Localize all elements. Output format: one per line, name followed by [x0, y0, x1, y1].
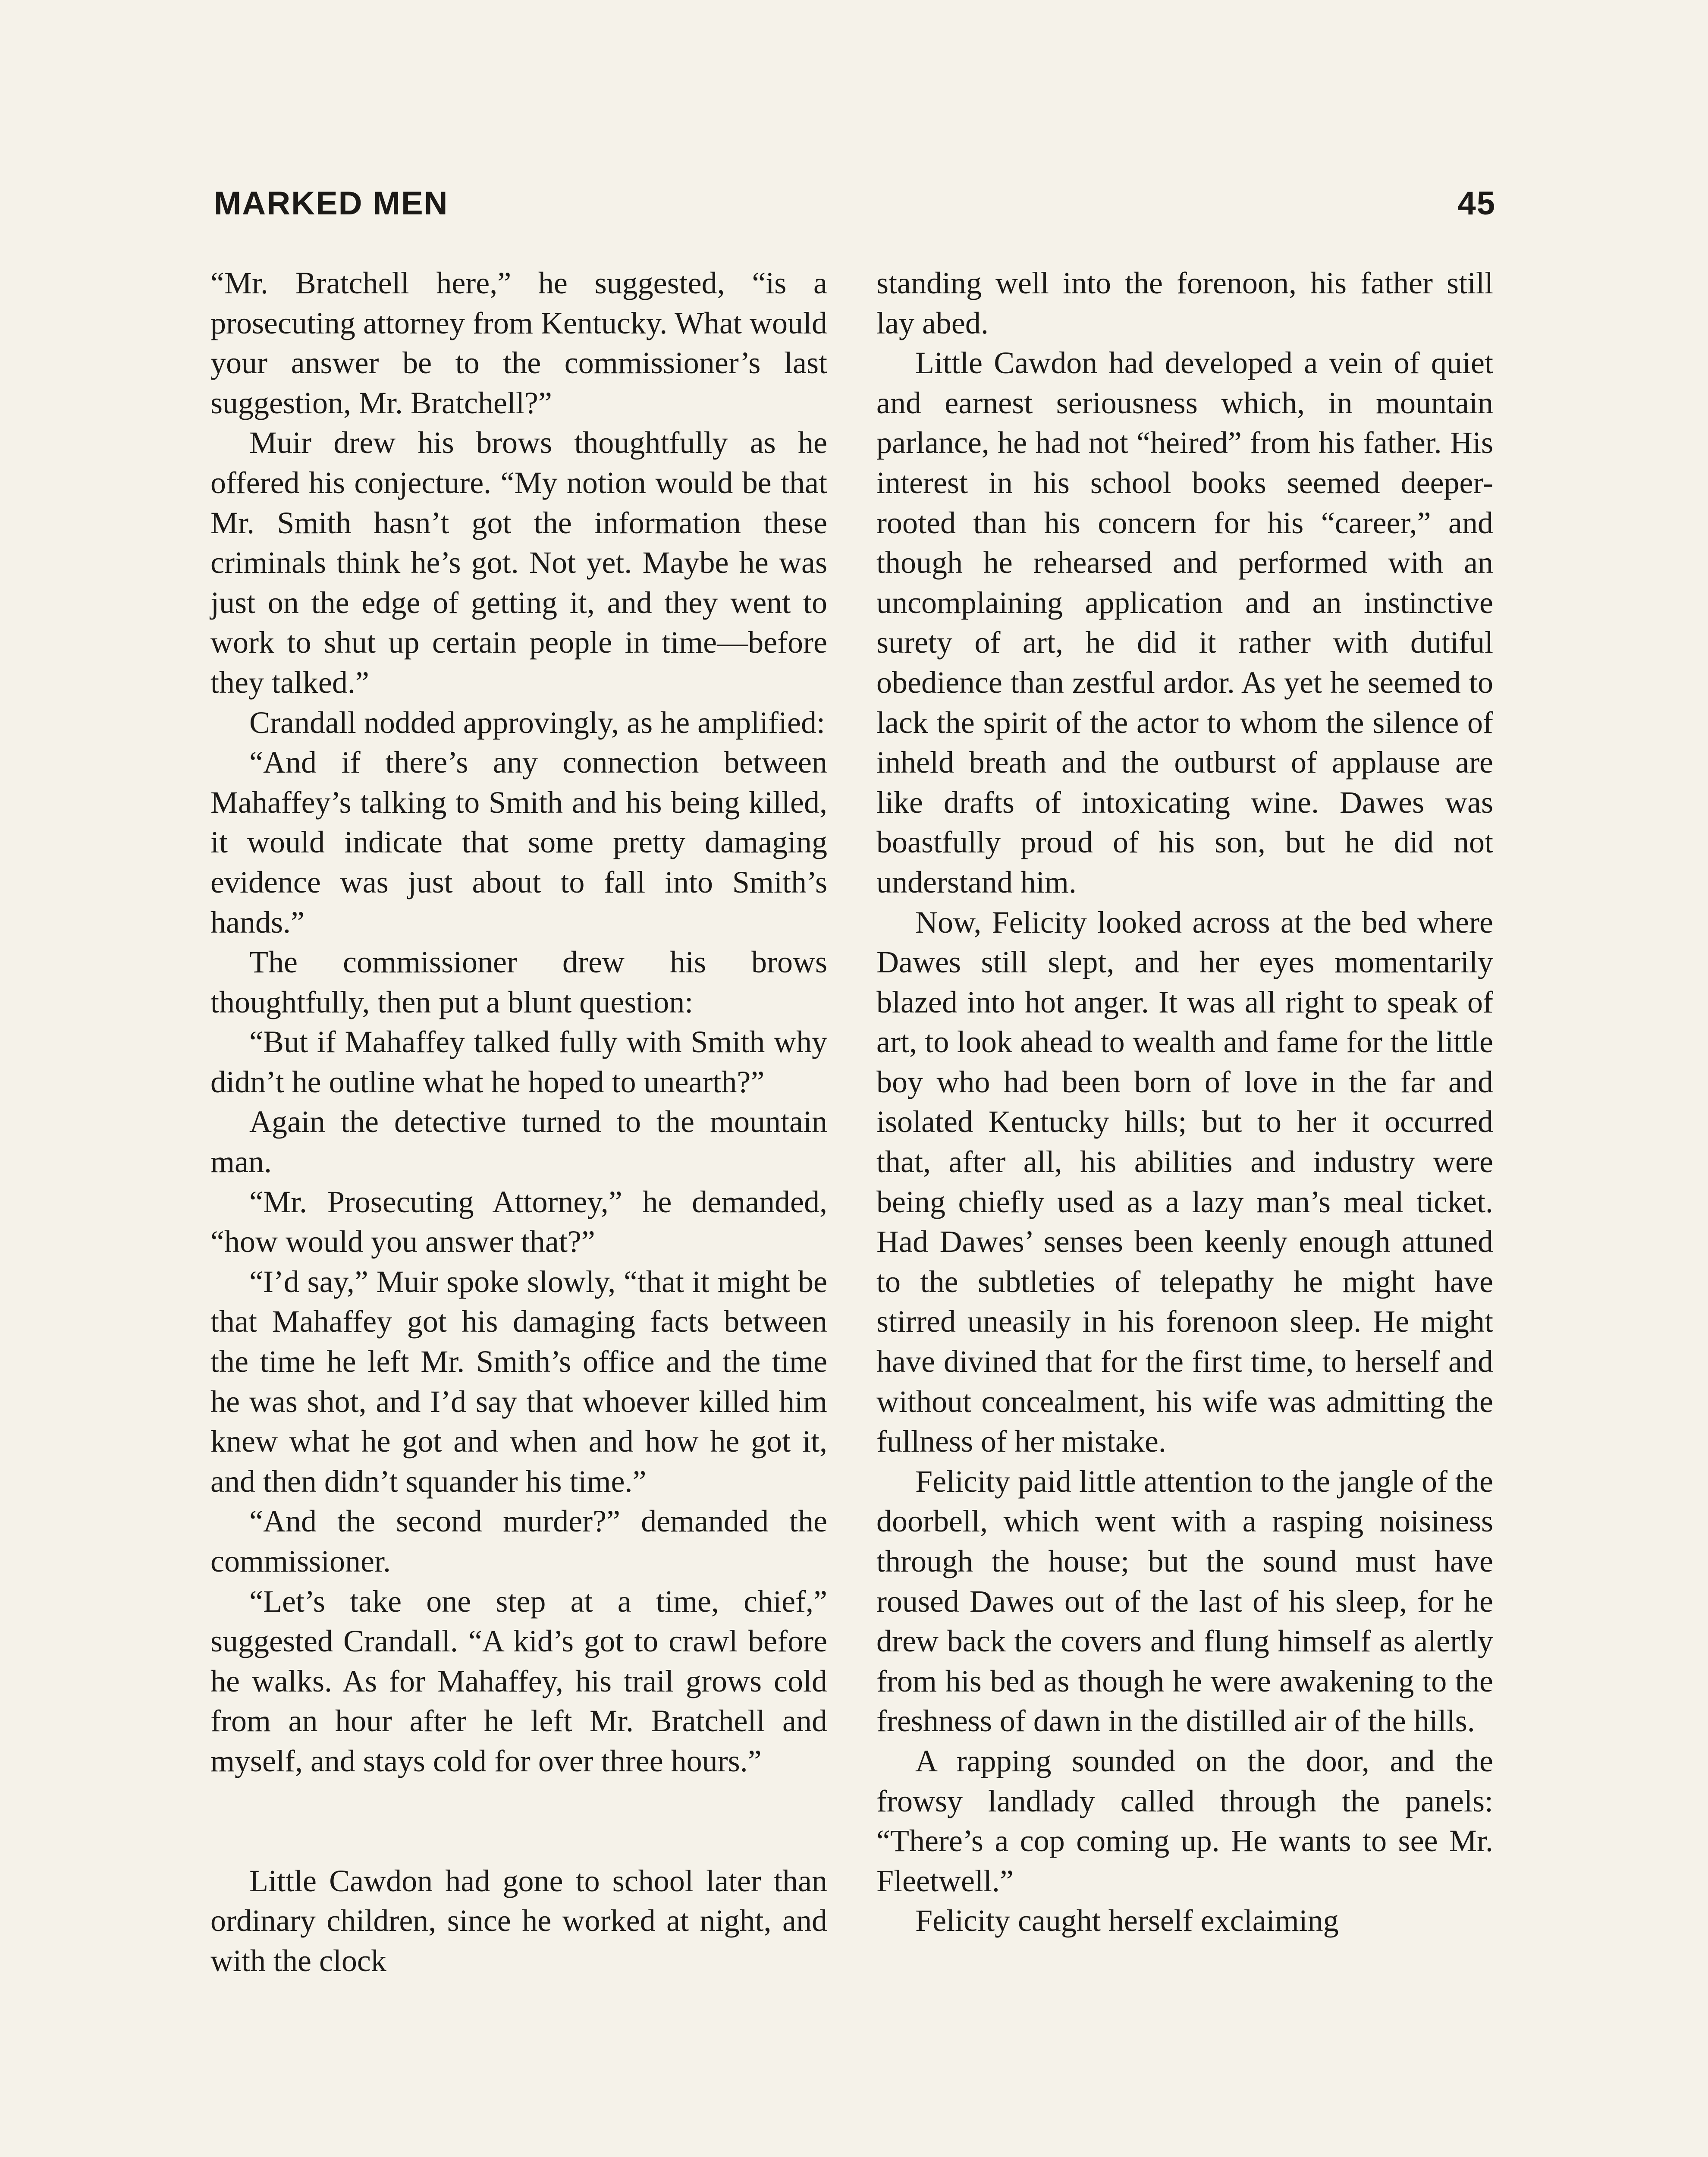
paragraph: “But if Mahaffey talked fully with Smith why didn’t he outline what he hoped to unearth?”: [210, 1025, 827, 1099]
paragraph: A rapping sounded on the door, and the frowsy landlady called through the panels: “There’s a cop coming up. He wants to see Mr. Fleetwell.”: [876, 1743, 1493, 1898]
paragraph: “I’d say,” Muir spoke slowly, “that it might be that Mahaffey got his damaging facts between the time he left Mr. Smith’s office and the time he was shot, and I’d say that whoever killed him knew what he got and when and how he got it, and then didn’t squander his time.”: [210, 1264, 827, 1499]
left-column: [210, 263, 827, 1981]
paragraph: Muir drew his brows thoughtfully as he offered his conjecture. “My notion would be that Mr. Smith hasn’t got the information these criminals think he’s got. Not yet. Maybe he was just on the edge of getting it, and they went to work to shut up certain people in time—before they talked.”: [210, 425, 827, 700]
paragraph: Little Cawdon had developed a vein of quiet and earnest seriousness which, in mountain parlance, he had not “heired” from his father. His interest in his school books seemed deeper-rooted than his concern for his “career,” and though he rehearsed and performed with an uncomplaining application and an instinctive surety of art, he did it rather with dutiful obedience than zestful ardor. As yet he seemed to lack the spirit of the actor to whom the silence of inheld breath and the outburst of applause are like drafts of intoxicating wine. Dawes was boastfully proud of his son, but he did not understand him.: [876, 346, 1493, 899]
paragraph: Crandall nodded approvingly, as he amplified:: [249, 705, 825, 740]
paragraph: The commissioner drew his brows thoughtfully, then put a blunt question:: [210, 945, 827, 1019]
paragraph: standing well into the forenoon, his father still lay abed.: [876, 266, 1493, 340]
paragraph: Felicity paid little attention to the jangle of the doorbell, which went with a rasping noisiness through the house; but the sound must have roused Dawes out of the last of his sleep, for he drew back the covers and flung himself as alertly from his bed as though he were awakening to the freshness of dawn in the distilled air of the hills.: [876, 1464, 1493, 1739]
paragraph: “And the second murder?” demanded the commissioner.: [210, 1504, 827, 1578]
paragraph: “Mr. Bratchell here,” he suggested, “is a prosecuting attorney from Kentucky. What would your answer be to the commissioner’s last suggestion, Mr. Bratchell?”: [210, 266, 827, 420]
running-header: [214, 185, 1496, 232]
paragraph: Now, Felicity looked across at the bed where Dawes still slept, and her eyes momentarily blazed into hot anger. It was all right to speak of art, to look ahead to wealth and fame for the little boy who had been born of love in the far and isolated Kentucky hills; but to her it occurred that, after all, his abilities and industry were being chiefly used as a lazy man’s meal ticket. Had Dawes’ senses been keenly enough attuned to the subtleties of telepathy he might have stirred uneasily in his forenoon sleep. He might have divined that for the first time, to herself and without concealment, his wife was admitting the fullness of her mistake.: [876, 905, 1493, 1459]
paragraph: Again the detective turned to the mountain man.: [210, 1104, 827, 1179]
paragraph: “Mr. Prosecuting Attorney,” he demanded, “how would you answer that?”: [210, 1184, 827, 1259]
right-column: [876, 263, 1493, 1941]
paragraph: Felicity caught herself exclaiming: [915, 1903, 1339, 1938]
page-number: 45: [1457, 185, 1496, 222]
paragraph: “Let’s take one step at a time, chief,” suggested Crandall. “A kid’s got to crawl before he walks. As for Mahaffey, his trail grows cold from an hour after he left Mr. Bratchell and myself, and stays cold for over three hours.”: [210, 1584, 827, 1778]
paragraph: “And if there’s any connection between Mahaffey’s talking to Smith and his being killed, it would indicate that some pretty damaging evidence was just about to fall into Smith’s hands.”: [210, 745, 827, 940]
section-start-paragraph: Little Cawdon had gone to school later than ordinary children, since he worked at night, and with the clock: [210, 1863, 827, 1978]
running-title: MARKED MEN: [214, 185, 449, 222]
